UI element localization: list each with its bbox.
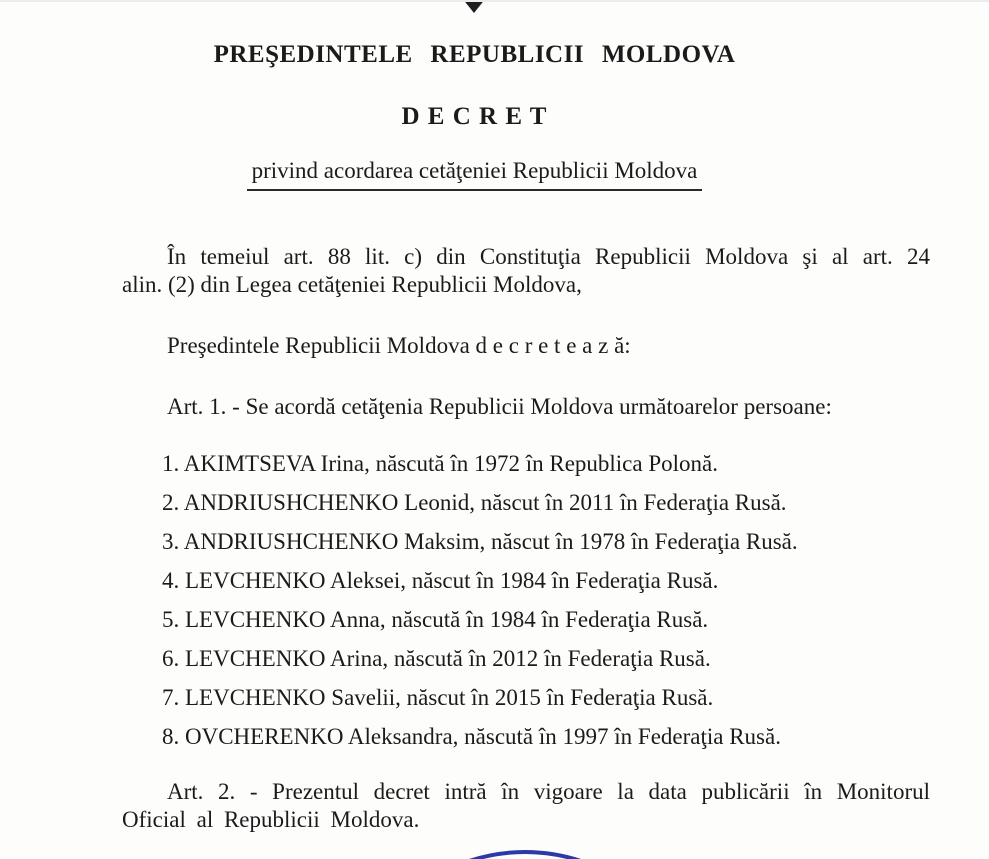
person-item: 5. LEVCHENKO Anna, născută în 1984 în Federaţia Rusă. — [162, 607, 709, 632]
document-type-heading: D E C R E T — [401, 103, 548, 130]
person-item: 6. LEVCHENKO Arina, născută în 2012 în Federaţia Rusă. — [162, 646, 711, 671]
seal-outer-ring — [345, 850, 705, 859]
document-subject-text: privind acordarea cetăţeniei Republicii Moldova — [247, 156, 703, 191]
enacting-clause: Preşedintele Republicii Moldova d e c r e t e a z ă: — [167, 333, 631, 358]
persons-list — [122, 449, 930, 751]
top-arrow-icon — [462, 0, 486, 13]
issuer-title: PREŞEDINTELE REPUBLICII MOLDOVA — [213, 41, 736, 68]
person-item: 4. LEVCHENKO Aleksei, născut în 1984 în Federaţia Rusă. — [162, 568, 719, 593]
document-header — [0, 40, 989, 191]
official-seal — [345, 850, 705, 859]
person-item: 2. ANDRIUSHCHENKO Leonid, născut în 2011 în Federaţia Rusă. — [162, 490, 787, 515]
article-1-text: Art. 1. - Se acordă cetăţenia Republicii Moldova următoarelor persoane: — [167, 394, 832, 419]
person-item: 8. OVCHERENKO Aleksandra, născută în 1997 în Federaţia Rusă. — [162, 724, 781, 749]
person-item: 3. ANDRIUSHCHENKO Maksim, născut în 1978 în Federaţia Rusă. — [162, 529, 798, 554]
document-subject — [0, 156, 949, 191]
preamble-line-2: alin. (2) din Legea cetăţeniei Republicii Moldova, — [122, 272, 582, 297]
document-body — [0, 243, 989, 834]
preamble-line-1: În temeiul art. 88 lit. c) din Constituţia Republicii Moldova şi al art. 24 — [167, 244, 930, 269]
article-2-line-2: Oficial al Republicii Moldova. — [122, 807, 420, 832]
article-2-line-1: Art. 2. - Prezentul decret intră în vigoare la data publicării în Monitorul — [167, 779, 930, 804]
person-item: 7. LEVCHENKO Savelii, născut în 2015 în Federaţia Rusă. — [162, 685, 714, 710]
person-item: 1. AKIMTSEVA Irina, născută în 1972 în Republica Polonă. — [162, 451, 718, 476]
